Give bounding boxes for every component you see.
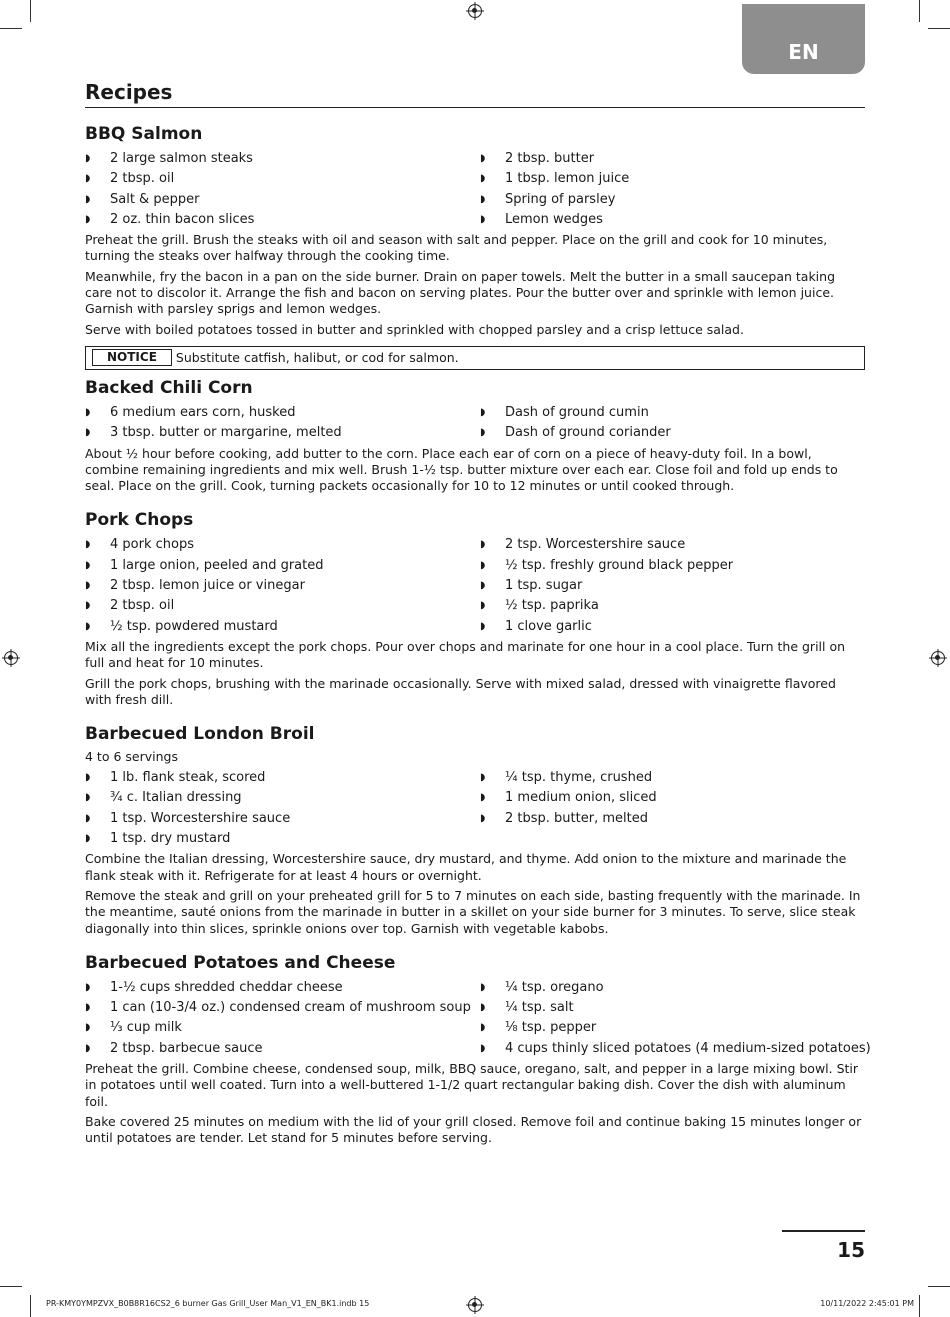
bullet-icon: ◗ bbox=[85, 792, 91, 804]
bullet-icon: ◗ bbox=[480, 213, 486, 225]
instruction-paragraph: Preheat the grill. Combine cheese, condensed soup, milk, BBQ sauce, oregano, salt, and pepper in a large mixing bowl. Stir in potatoes until well coated. Turn into a well-buttered 1-1/2 quart rectangular baking dish. Cover the dish with aluminum foil. bbox=[85, 1060, 859, 1109]
ingredient-item bbox=[480, 768, 865, 788]
ingredient-item bbox=[480, 1018, 865, 1038]
ingredient-list bbox=[85, 149, 865, 230]
ingredient-item bbox=[85, 978, 480, 998]
recipe-section bbox=[85, 508, 865, 708]
ingredient-text: Spring of parsley bbox=[505, 191, 616, 207]
bullet-icon: ◗ bbox=[85, 1022, 91, 1034]
crop-mark bbox=[928, 28, 950, 29]
ingredient-text: 2 tbsp. oil bbox=[110, 171, 175, 187]
crop-mark bbox=[30, 1295, 31, 1317]
recipe-title: Barbecued Potatoes and Cheese bbox=[85, 952, 396, 973]
ingredient-text: 1 lb. flank steak, scored bbox=[110, 770, 266, 786]
bullet-icon: ◗ bbox=[480, 559, 486, 571]
ingredient-column bbox=[85, 403, 480, 444]
ingredient-column bbox=[85, 768, 480, 849]
ingredient-item bbox=[480, 535, 865, 555]
registration-mark-icon bbox=[468, 1298, 482, 1312]
bullet-icon: ◗ bbox=[480, 193, 486, 205]
ingredient-column bbox=[480, 149, 865, 230]
notice-label: NOTICE bbox=[92, 349, 172, 366]
ingredient-text: 4 pork chops bbox=[110, 537, 194, 553]
recipe-section bbox=[85, 722, 865, 937]
ingredient-text: ½ tsp. paprika bbox=[505, 598, 599, 614]
ingredient-text: 2 tbsp. butter bbox=[505, 151, 595, 166]
print-slug-left: PR-KMY0YMPZVX_B0B8R16CS2_6 burner Gas Grill_User Man_V1_EN_BK1.indb 15 bbox=[46, 1299, 370, 1308]
ingredient-text: ¼ tsp. salt bbox=[505, 1000, 574, 1016]
ingredient-item bbox=[480, 403, 865, 423]
ingredient-text: 2 tbsp. oil bbox=[110, 598, 175, 614]
ingredient-text: 1 large onion, peeled and grated bbox=[110, 557, 324, 573]
ingredient-item bbox=[85, 809, 480, 829]
ingredient-text: 1 medium onion, sliced bbox=[505, 790, 657, 806]
crop-mark bbox=[0, 1286, 22, 1287]
instruction-paragraph: Mix all the ingredients except the pork chops. Pour over chops and marinate for one hour in a cool place. Turn the grill on full and heat for 10 minutes. bbox=[85, 638, 846, 671]
recipe-section bbox=[85, 122, 865, 370]
bullet-icon: ◗ bbox=[480, 153, 486, 164]
ingredient-item bbox=[85, 998, 480, 1018]
ingredient-item bbox=[85, 535, 480, 555]
bullet-icon: ◗ bbox=[85, 173, 91, 185]
ingredient-item bbox=[480, 149, 865, 169]
instruction-paragraph: Remove the steak and grill on your preheated grill for 5 to 7 minutes on each side, basting frequently with the marinade. In the meantime, sauté onions from the marinade in butter in a skillet on your side burner for 3 minutes. To serve, slice steak diagonally into thin slices, sprinkle onions over top. Garnish with vegetable kabobs. bbox=[85, 887, 861, 936]
bullet-icon: ◗ bbox=[480, 173, 486, 185]
ingredient-item bbox=[480, 1039, 871, 1059]
ingredient-text: ½ tsp. freshly ground black pepper bbox=[505, 557, 734, 573]
recipe-title: Pork Chops bbox=[85, 510, 194, 531]
ingredient-list bbox=[85, 403, 865, 444]
bullet-icon: ◗ bbox=[480, 620, 486, 632]
footer-rule bbox=[782, 1230, 865, 1232]
instruction-paragraph: Grill the pork chops, brushing with the marinade occasionally. Serve with mixed salad, dressed with vinaigrette flavored with fresh dill. bbox=[85, 675, 836, 707]
ingredient-column bbox=[85, 149, 480, 230]
bullet-icon: ◗ bbox=[85, 539, 91, 551]
bullet-icon: ◗ bbox=[85, 213, 91, 225]
registration-mark-icon bbox=[468, 4, 482, 18]
ingredient-column bbox=[480, 768, 865, 849]
bullet-icon: ◗ bbox=[480, 1042, 486, 1054]
ingredient-text: Salt & pepper bbox=[110, 191, 200, 207]
ingredient-text: 2 large salmon steaks bbox=[110, 151, 253, 166]
ingredient-item bbox=[480, 210, 865, 230]
ingredient-item bbox=[480, 190, 865, 210]
ingredient-text: 1-½ cups shredded cheddar cheese bbox=[110, 979, 343, 995]
ingredient-item bbox=[480, 596, 865, 616]
instruction-paragraph: About ½ hour before cooking, add butter to the corn. Place each ear of corn on a piece of heavy-duty foil. In a bowl, combine remaining ingredients and mix well. Brush 1-½ tsp. butter mixture over each ear. Close foil and fold up ends to seal. Place on the grill. Cook, turning packets occasionally for 10 to 12 minutes or until cooked through. bbox=[85, 445, 838, 494]
ingredient-item bbox=[480, 809, 865, 829]
ingredient-item bbox=[480, 556, 865, 576]
bullet-icon: ◗ bbox=[480, 1002, 486, 1014]
language-tab: EN bbox=[742, 4, 865, 74]
ingredient-text: 6 medium ears corn, husked bbox=[110, 404, 296, 420]
crop-mark bbox=[0, 28, 22, 29]
bullet-icon: ◗ bbox=[85, 427, 91, 439]
ingredient-item bbox=[85, 210, 480, 230]
ingredient-text: 1 clove garlic bbox=[505, 618, 592, 634]
ingredient-item bbox=[85, 423, 480, 443]
ingredient-item bbox=[85, 556, 480, 576]
ingredient-column bbox=[480, 535, 865, 636]
ingredient-item bbox=[480, 978, 865, 998]
ingredient-text: Dash of ground coriander bbox=[505, 425, 671, 441]
recipe-title: BBQ Salmon bbox=[85, 124, 203, 144]
ingredient-text: ¼ tsp. oregano bbox=[505, 979, 604, 995]
ingredient-text: 3 tbsp. butter or margarine, melted bbox=[110, 425, 342, 441]
servings-note: 4 to 6 servings bbox=[85, 749, 178, 765]
ingredient-item bbox=[85, 768, 480, 788]
bullet-icon: ◗ bbox=[480, 539, 486, 551]
crop-mark bbox=[30, 0, 31, 22]
ingredient-item bbox=[85, 788, 480, 808]
bullet-icon: ◗ bbox=[85, 153, 91, 164]
ingredient-text: 1 tsp. sugar bbox=[505, 578, 583, 594]
ingredient-text: 1 tsp. Worcestershire sauce bbox=[110, 810, 291, 826]
bullet-icon: ◗ bbox=[480, 406, 486, 418]
ingredient-item bbox=[85, 576, 480, 596]
print-slug-right: 10/11/2022 2:45:01 PM bbox=[820, 1299, 914, 1308]
ingredient-item bbox=[480, 998, 865, 1018]
ingredient-item bbox=[480, 169, 865, 189]
ingredient-list bbox=[85, 535, 865, 636]
bullet-icon: ◗ bbox=[480, 580, 486, 592]
ingredient-text: ½ tsp. powdered mustard bbox=[110, 618, 278, 634]
recipe-list bbox=[85, 122, 871, 1146]
ingredient-text: Lemon wedges bbox=[505, 211, 603, 227]
ingredient-item bbox=[85, 1018, 480, 1038]
bullet-icon: ◗ bbox=[480, 600, 486, 612]
instruction-paragraph: Meanwhile, fry the bacon in a pan on the side burner. Drain on paper towels. Melt the butter in a small saucepan taking care not to discolor it. Arrange the fish and bacon on serving plates. Pour the butter over and sprinkle with lemon juice. Garnish with parsley sprigs and lemon wedges. bbox=[85, 268, 836, 317]
bullet-icon: ◗ bbox=[480, 981, 486, 993]
notice-text: Substitute catfish, halibut, or cod for salmon. bbox=[175, 350, 459, 366]
ingredient-text: 2 tbsp. lemon juice or vinegar bbox=[110, 578, 305, 594]
ingredient-item bbox=[480, 576, 865, 596]
ingredient-list bbox=[85, 768, 865, 849]
bullet-icon: ◗ bbox=[480, 772, 486, 784]
bullet-icon: ◗ bbox=[480, 1022, 486, 1034]
ingredient-text: 2 tsp. Worcestershire sauce bbox=[505, 537, 686, 553]
bullet-icon: ◗ bbox=[480, 812, 486, 824]
ingredient-item bbox=[85, 596, 480, 616]
page-number: 15 bbox=[837, 1238, 865, 1262]
bullet-icon: ◗ bbox=[85, 193, 91, 205]
bullet-icon: ◗ bbox=[85, 580, 91, 592]
ingredient-item bbox=[85, 149, 480, 169]
recipes-content bbox=[85, 78, 871, 1150]
ingredient-column bbox=[480, 403, 865, 444]
instruction-paragraph: Combine the Italian dressing, Worcestershire sauce, dry mustard, and thyme. Add onion to the mixture and marinade the flank steak with it. Refrigerate for at least 4 hours or overnight. bbox=[85, 851, 847, 883]
bullet-icon: ◗ bbox=[480, 792, 486, 804]
ingredient-item bbox=[480, 617, 865, 637]
ingredient-text: 1 tsp. dry mustard bbox=[110, 831, 231, 847]
bullet-icon: ◗ bbox=[85, 1042, 91, 1054]
page-title: Recipes bbox=[85, 78, 865, 108]
bullet-icon: ◗ bbox=[85, 600, 91, 612]
ingredient-text: ¼ tsp. thyme, crushed bbox=[505, 770, 653, 786]
bullet-icon: ◗ bbox=[85, 406, 91, 418]
ingredient-item bbox=[480, 423, 865, 443]
bullet-icon: ◗ bbox=[480, 427, 486, 439]
ingredient-item bbox=[85, 1039, 480, 1059]
ingredient-text: 2 oz. thin bacon slices bbox=[110, 211, 255, 227]
notice-box bbox=[85, 346, 865, 370]
ingredient-text: ¾ c. Italian dressing bbox=[110, 790, 242, 806]
bullet-icon: ◗ bbox=[85, 772, 91, 784]
ingredient-column bbox=[85, 535, 480, 636]
recipe-title: Barbecued London Broil bbox=[85, 724, 315, 745]
ingredient-item bbox=[85, 190, 480, 210]
crop-mark bbox=[928, 1286, 950, 1287]
bullet-icon: ◗ bbox=[85, 620, 91, 632]
ingredient-text: 1 tbsp. lemon juice bbox=[505, 171, 630, 187]
instruction-paragraph: Bake covered 25 minutes on medium with the lid of your grill closed. Remove foil and continue baking 15 minutes longer or until potatoes are tender. Let stand for 5 minutes before serving. bbox=[85, 1113, 862, 1146]
crop-mark bbox=[919, 0, 920, 22]
instruction-paragraph: Preheat the grill. Brush the steaks with oil and season with salt and pepper. Place on the grill and cook for 10 minutes, turning the steaks over halfway through the cooking time. bbox=[85, 232, 828, 264]
crop-mark bbox=[919, 1295, 920, 1317]
bullet-icon: ◗ bbox=[85, 833, 91, 845]
ingredient-text: 1 can (10-3/4 oz.) condensed cream of mushroom soup bbox=[110, 1000, 471, 1016]
bullet-icon: ◗ bbox=[85, 1002, 91, 1014]
instruction-paragraph: Serve with boiled potatoes tossed in butter and sprinkled with chopped parsley and a crisp lettuce salad. bbox=[85, 321, 744, 337]
ingredient-text: 2 tbsp. barbecue sauce bbox=[110, 1040, 263, 1056]
ingredient-text: 2 tbsp. butter, melted bbox=[505, 810, 648, 826]
bullet-icon: ◗ bbox=[85, 981, 91, 993]
ingredient-text: ⅓ cup milk bbox=[110, 1020, 182, 1036]
ingredient-item bbox=[480, 788, 865, 808]
bullet-icon: ◗ bbox=[85, 559, 91, 571]
ingredient-list bbox=[85, 978, 871, 1059]
registration-mark-icon bbox=[931, 651, 945, 665]
bullet-icon: ◗ bbox=[85, 812, 91, 824]
recipe-section bbox=[85, 376, 865, 494]
ingredient-text: 4 cups thinly sliced potatoes (4 medium-sized potatoes) bbox=[505, 1040, 871, 1056]
registration-mark-icon bbox=[4, 651, 18, 665]
ingredient-text: ⅛ tsp. pepper bbox=[505, 1020, 597, 1036]
recipe-section bbox=[85, 951, 871, 1147]
ingredient-column bbox=[480, 978, 871, 1059]
ingredient-column bbox=[85, 978, 480, 1059]
ingredient-item bbox=[85, 169, 480, 189]
ingredient-item bbox=[85, 617, 480, 637]
ingredient-text: Dash of ground cumin bbox=[505, 404, 649, 420]
ingredient-item bbox=[85, 403, 480, 423]
ingredient-item bbox=[85, 829, 480, 849]
recipe-title: Backed Chili Corn bbox=[85, 377, 253, 398]
